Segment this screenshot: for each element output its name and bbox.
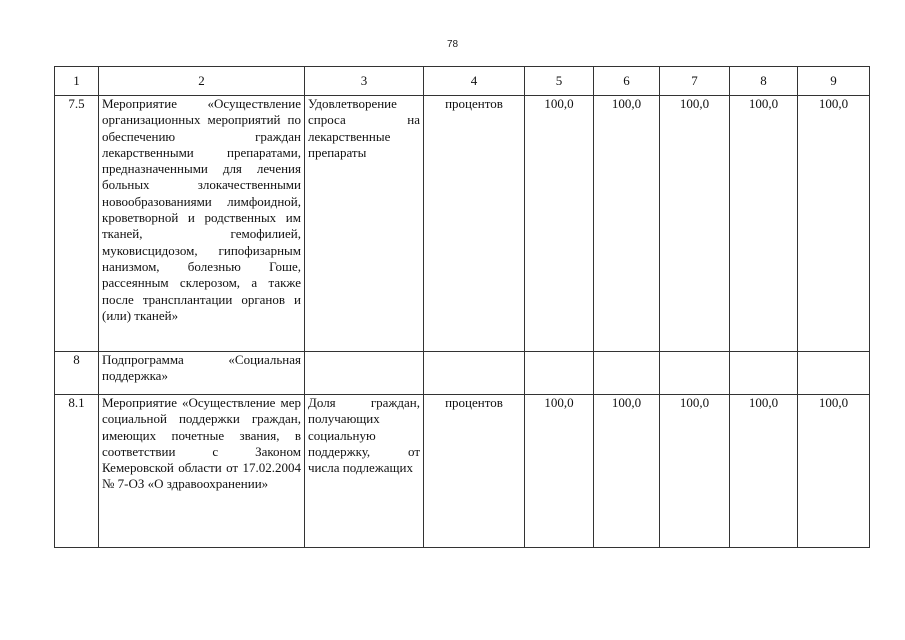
unit-cell: процентов — [424, 96, 525, 352]
value-cell — [730, 352, 798, 395]
value-cell: 100,0 — [594, 395, 660, 548]
value-cell: 100,0 — [660, 395, 730, 548]
event-name: Мероприятие «Осуществление мер социальной поддержки граждан, имеющих почетные звания, в соответствии с Законом Кемеровской области от 17.02.2004 № 7-ОЗ «О здравоохранении» — [99, 395, 305, 548]
header-cell: 8 — [730, 67, 798, 96]
indicator-name — [305, 352, 424, 395]
indicator-name: Удовлетворение спроса на лекарственные препараты — [305, 96, 424, 352]
value-cell: 100,0 — [594, 96, 660, 352]
table-row — [55, 395, 870, 548]
value-cell: 100,0 — [730, 395, 798, 548]
value-cell: 100,0 — [798, 96, 870, 352]
indicator-name: Доля граждан, получающих социальную поддержку, от числа подлежащих — [305, 395, 424, 548]
page-number: 78 — [446, 39, 459, 50]
value-cell — [525, 352, 594, 395]
header-cell: 6 — [594, 67, 660, 96]
value-cell — [594, 352, 660, 395]
header-cell: 1 — [55, 67, 99, 96]
table-header-row — [55, 67, 870, 96]
value-cell: 100,0 — [730, 96, 798, 352]
header-cell: 9 — [798, 67, 870, 96]
table-row — [55, 96, 870, 352]
subprogram-name: Подпрограмма «Социальная поддержка» — [99, 352, 305, 395]
row-number: 8.1 — [55, 395, 99, 548]
value-cell — [660, 352, 730, 395]
unit-cell — [424, 352, 525, 395]
value-cell: 100,0 — [525, 96, 594, 352]
value-cell — [798, 352, 870, 395]
table-row — [55, 352, 870, 395]
indicators-table — [54, 66, 870, 548]
value-cell: 100,0 — [525, 395, 594, 548]
value-cell: 100,0 — [798, 395, 870, 548]
value-cell: 100,0 — [660, 96, 730, 352]
header-cell: 5 — [525, 67, 594, 96]
header-cell: 4 — [424, 67, 525, 96]
unit-cell: процентов — [424, 395, 525, 548]
row-number: 7.5 — [55, 96, 99, 352]
event-name: Мероприятие «Осуществление организационных мероприятий по обеспечению граждан лекарственными препаратами, предназначенными для лечения больных злокачественными новообразованиями лимфоидной, кроветворной и родственных им тканей, гемофилией, муковисцидозом, гипофизарным нанизмом, болезнью Гоше, рассеянным склерозом, а также после трансплантации органов и (или) тканей» — [99, 96, 305, 352]
header-cell: 7 — [660, 67, 730, 96]
row-number: 8 — [55, 352, 99, 395]
header-cell: 2 — [99, 67, 305, 96]
header-cell: 3 — [305, 67, 424, 96]
